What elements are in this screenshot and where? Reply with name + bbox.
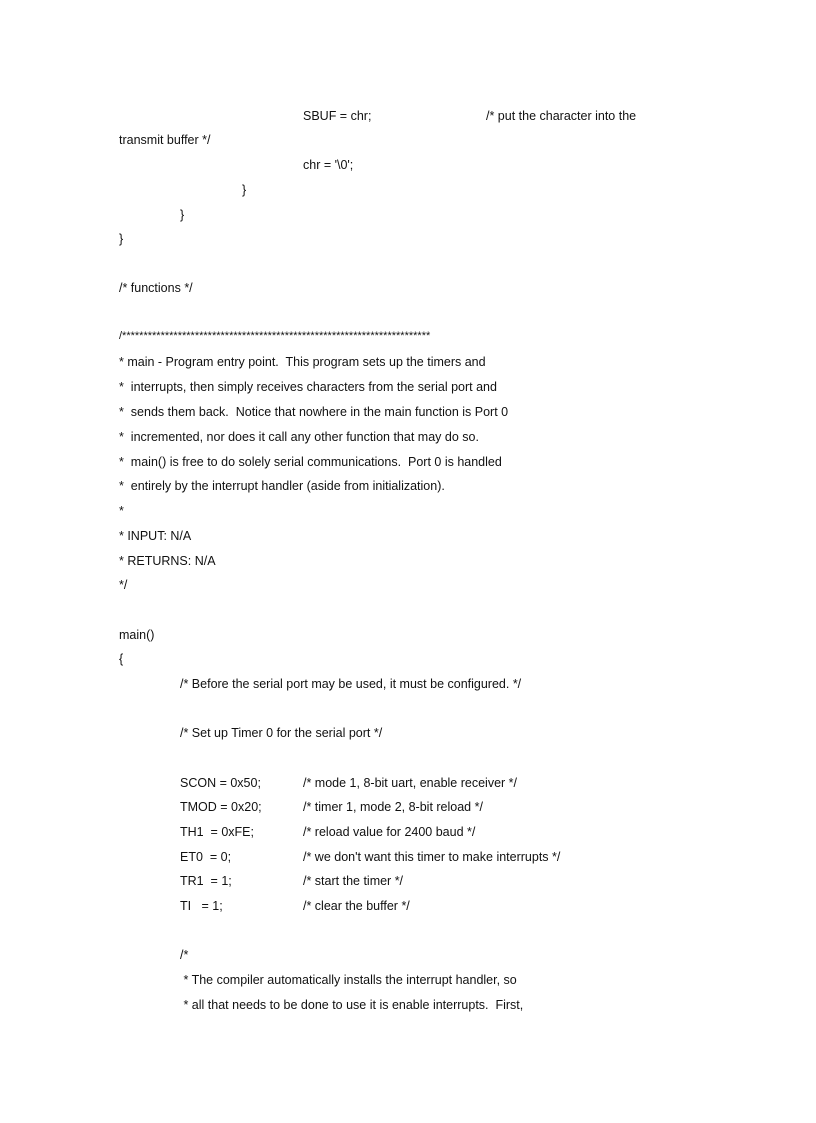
code-comment: transmit buffer */ bbox=[119, 133, 211, 147]
code-comment: * all that needs to be done to use it is enable interrupts. First, bbox=[180, 998, 524, 1012]
code-line: ET0 = 0; bbox=[180, 850, 232, 864]
code-line: SCON = 0x50; bbox=[180, 776, 261, 790]
code-comment: /* start the timer */ bbox=[303, 874, 404, 888]
doc-comment-line: */ bbox=[119, 578, 128, 592]
code-comment: /* clear the buffer */ bbox=[303, 899, 410, 913]
code-brace: } bbox=[242, 183, 247, 197]
doc-comment-line: * main - Program entry point. This program sets up the timers and bbox=[119, 355, 486, 369]
function-signature: main() bbox=[119, 628, 155, 642]
doc-comment-line: * sends them back. Notice that nowhere in the main function is Port 0 bbox=[119, 405, 509, 419]
code-comment: /* timer 1, mode 2, 8-bit reload */ bbox=[303, 800, 483, 814]
code-comment: /* mode 1, 8-bit uart, enable receiver */ bbox=[303, 776, 518, 790]
code-comment: /* reload value for 2400 baud */ bbox=[303, 825, 476, 839]
code-comment: /* bbox=[180, 948, 189, 962]
doc-comment-line: * entirely by the interrupt handler (aside from initialization). bbox=[119, 479, 445, 493]
comment-border: /************************************************************************ bbox=[119, 330, 431, 342]
doc-comment-line: * RETURNS: N/A bbox=[119, 554, 216, 568]
code-comment: /* functions */ bbox=[119, 281, 193, 295]
code-line: chr = '\0'; bbox=[303, 158, 354, 172]
doc-comment-line: * bbox=[119, 504, 124, 518]
code-comment: /* we don't want this timer to make interrupts */ bbox=[303, 850, 561, 864]
doc-comment-line: * main() is free to do solely serial communications. Port 0 is handled bbox=[119, 455, 502, 469]
code-line: TI = 1; bbox=[180, 899, 223, 913]
code-comment: /* Before the serial port may be used, it must be configured. */ bbox=[180, 677, 522, 691]
code-brace: } bbox=[119, 232, 124, 246]
code-comment: /* Set up Timer 0 for the serial port */ bbox=[180, 726, 383, 740]
code-comment: * The compiler automatically installs the interrupt handler, so bbox=[180, 973, 517, 987]
doc-comment-line: * INPUT: N/A bbox=[119, 529, 192, 543]
code-line: TH1 = 0xFE; bbox=[180, 825, 254, 839]
code-line: TMOD = 0x20; bbox=[180, 800, 262, 814]
code-brace: { bbox=[119, 652, 124, 666]
code-line: SBUF = chr; bbox=[303, 109, 372, 123]
doc-comment-line: * incremented, nor does it call any other function that may do so. bbox=[119, 430, 479, 444]
code-comment: /* put the character into the bbox=[486, 109, 637, 123]
code-line: TR1 = 1; bbox=[180, 874, 232, 888]
code-brace: } bbox=[180, 208, 185, 222]
doc-comment-line: * interrupts, then simply receives characters from the serial port and bbox=[119, 380, 497, 394]
